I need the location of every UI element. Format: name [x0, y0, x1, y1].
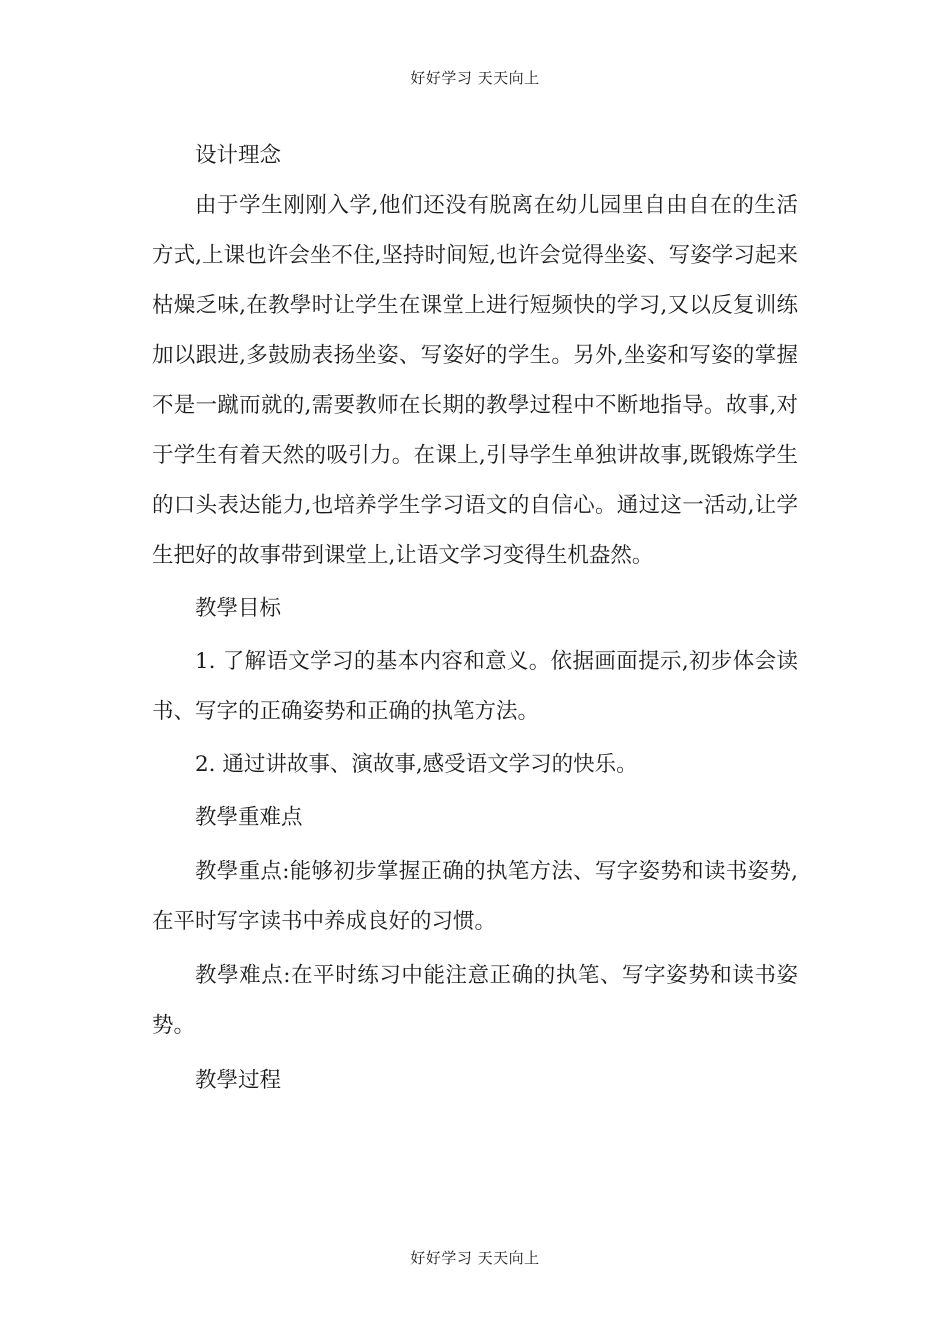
page-header: 好好学习 天天向上: [410, 69, 540, 87]
teaching-goal-item-1: 1. 了解语文学习的基本内容和意义。依据画面提示,初步体会读书、写字的正确姿势和正确的执笔方法。: [152, 649, 798, 724]
section-heading-key-difficulties: 教學重难点: [195, 805, 303, 830]
section-heading-teaching-goals: 教學目标: [195, 596, 282, 621]
teaching-goal-item-2: 2. 通过讲故事、演故事,感受语文学习的快乐。: [195, 752, 638, 777]
document-body: [152, 131, 798, 1106]
design-concept-paragraph: 由于学生刚刚入学,他们还没有脱离在幼儿园里自由自在的生活方式,上课也许会坐不住,坚持时间短,也许会觉得坐姿、写姿学习起来枯燥乏味,在教學时让学生在课堂上进行短频快的学习,又以反复训练加以跟进,多鼓励表扬坐姿、写姿好的学生。另外,坐姿和写姿的掌握不是一蹴而就的,需要教师在长期的教學过程中不断地指导。故事,对于学生有着天然的吸引力。在课上,引导学生单独讲故事,既锻炼学生的口头表达能力,也培养学生学习语文的自信心。通过这一活动,让学生把好的故事带到课堂上,让语文学习变得生机盎然。: [152, 193, 798, 568]
key-point-paragraph: 教學重点:能够初步掌握正确的执笔方法、写字姿势和读书姿势,在平时写字读书中养成良好的习惯。: [152, 859, 798, 934]
page-footer: 好好学习 天天向上: [410, 1249, 540, 1267]
section-heading-design-concept: 设计理念: [195, 143, 282, 168]
difficult-point-paragraph: 教學难点:在平时练习中能注意正确的执笔、写字姿势和读书姿势。: [152, 963, 798, 1038]
section-heading-teaching-process: 教學过程: [195, 1068, 282, 1093]
